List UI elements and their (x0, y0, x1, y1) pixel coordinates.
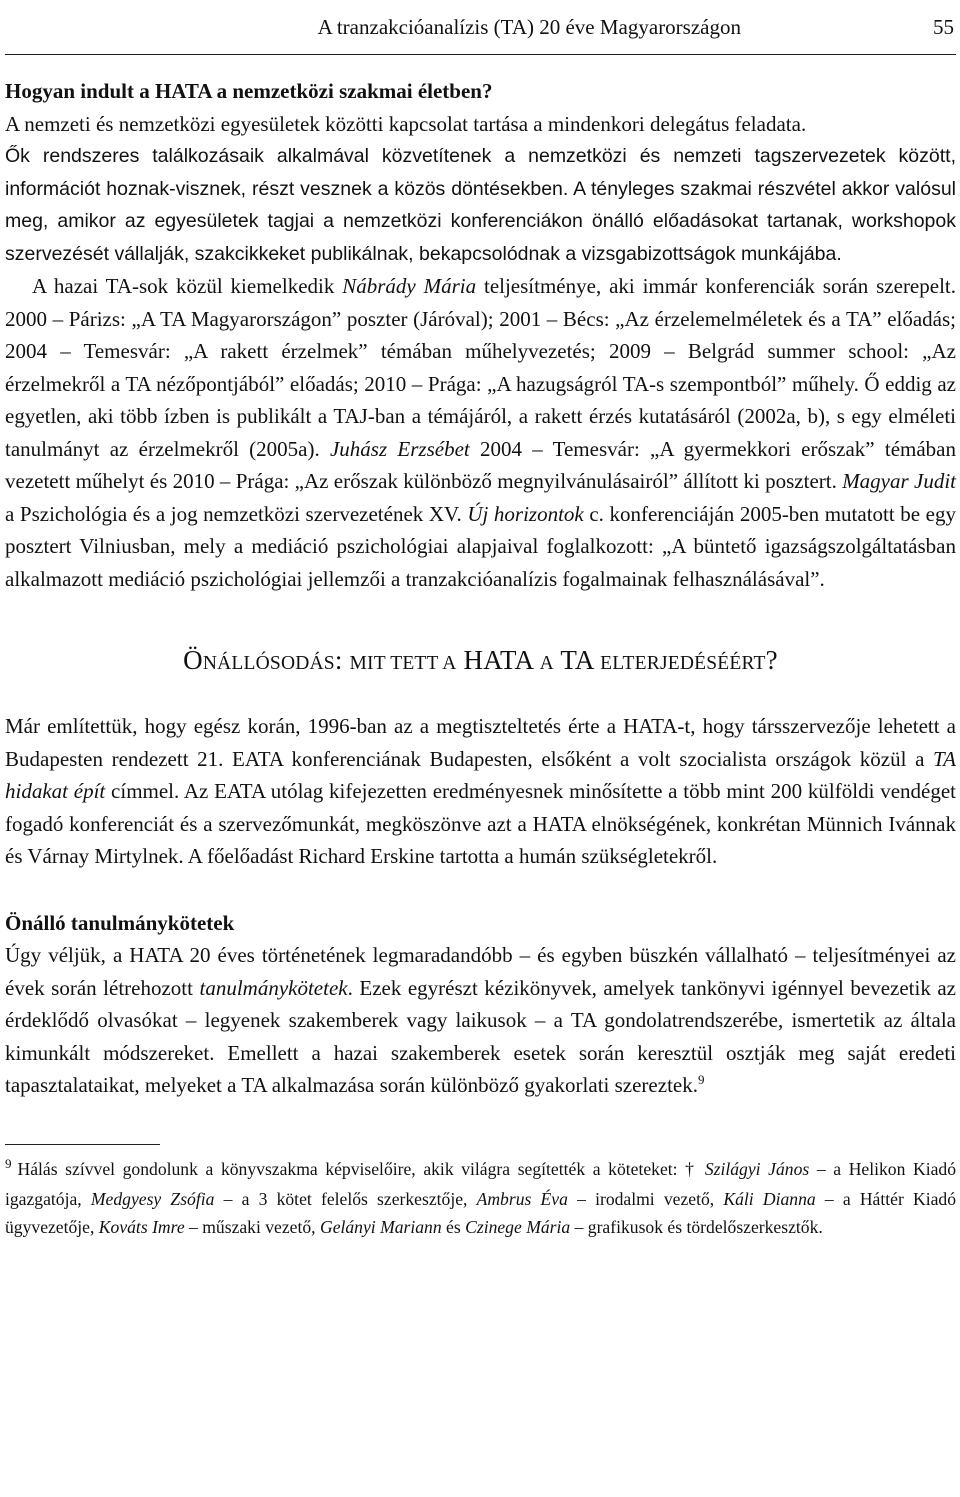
title-hata: HATA (456, 645, 540, 675)
paragraph-members (5, 270, 956, 595)
fn-text-e: – a Háttér Kiadó ügyvezetője, (5, 1188, 956, 1237)
person-magyar: Magyar Judit (842, 469, 956, 493)
footnote-ref-9[interactable]: 9 (697, 1072, 705, 1087)
members-text-f: c. konferenciáján 2005-ben mutatott be egy posztert Vilniusban, mely a mediáció pszichológiai alapjaival foglalkozott: „A büntető igazságszolgáltatásban alkalmazott mediáció pszichológiai jellemzői a tranzakcióanalízis fogalmainak felhasználásával”. (5, 501, 956, 591)
paragraph-delegates-sans (5, 140, 956, 270)
fn-person-kali: Káli Dianna (723, 1188, 816, 1209)
fn-text-b: – a Helikon Kiadó igazgatója, (5, 1158, 956, 1209)
paragraph-delegates-a: A nemzeti és nemzetközi egyesületek közötti kapcsolat tartása a mindenkori delegátus feladata. (5, 111, 807, 136)
fn-text-c: – a 3 kötet felelős szerkesztője, (214, 1188, 477, 1209)
fn-text-g: és (441, 1216, 466, 1237)
fn-person-medgyesy: Medgyesy Zsófia (90, 1188, 215, 1209)
dagger-icon: † (685, 1158, 698, 1179)
person-juhasz: Juhász Erzsébet (329, 436, 470, 461)
conference-title: Új horizontok (467, 501, 584, 526)
members-text-e: a Pszichológia és a jog nemzetközi szervezetének XV. (5, 501, 468, 526)
title-cap-o: Ö (183, 645, 203, 675)
paragraph-delegates (5, 108, 956, 141)
members-text-a: A hazai TA-sok közül kiemelkedik (32, 274, 343, 298)
paragraph-delegates-c: A tényleges szakmai részvétel akkor valósul meg, amikor az egyesületek tagjai a nemzetközi konferenciákon önálló előadásokat tartanak, workshopok szervezését vállalják, szakcikkeket publikálnak, bekapcsolódnak a vizsgabizottságok munkájába. (5, 177, 956, 265)
fn-person-ambrus: Ambrus Éva (476, 1188, 568, 1209)
running-header (5, 0, 956, 55)
title-colon: : (334, 645, 350, 675)
conference-motto: TA hidakat épít (5, 746, 956, 803)
fn-person-kovats: Kováts Imre (98, 1216, 185, 1237)
title-elterjedeseert: ELTERJEDÉSÉÉRT (600, 653, 766, 674)
volumes-text-b: . Ezek egyrészt kézikönyvek, amelyek tankönyvi igénnyel bevezetik az érdeklődő olvasókat – legyenek szakemberek vagy laikusok – a TA gondolatrendszerébe, ismertetik az általa kimunkált módszereket. Emellett a hazai szakemberek esetek során keresztül osztják meg saját eredeti tapasztalataikat, melyeket a TA alkalmazása során különböző gyakorlati szereztek. (5, 975, 956, 1097)
section-heading-volumes: Önálló tanulmánykötetek (5, 910, 235, 935)
paragraph-volumes (5, 939, 956, 1102)
members-text-c: 2000 – Párizs: „A TA Magyarországon” poszter (Járóval); 2001 – Bécs: „Az érzelemelméletek és a TA” előadás; 2004 – Temesvár: „A rakett érzelmek” témában műhelyvezetés; 2009 – Belgrád summer school: „Az érzelmekről a TA nézőpontjából” előadás; 2010 – Prága: „A hazugságról TA-s szempontból” műhely. Ő eddig az egyetlen, aki több ízben is publikált a TAJ-ban a témájáról, a rakett érzés kutatásáról (2002a, b), s egy elméleti tanulmányt az érzelmekről (2005a). (5, 306, 956, 461)
volumes-text-a: Úgy véljük, a HATA 20 éves történetének legmaradandóbb – és egyben büszkén vállalható – teljesítményei az évek során létrehozott (5, 943, 956, 1000)
section-title-independence (5, 645, 956, 676)
title-qmark: ? (765, 645, 778, 675)
members-text-b: teljesítménye, aki immár konferenciák során szerepelt. (476, 274, 956, 298)
footnote-9 (5, 1155, 956, 1241)
paragraph-delegates-b: Ők rendszeres találkozásaik alkalmával közvetítenek a nemzetközi és nemzeti tagszervezetek között, információt hoznak-visznek, részt vesznek a közös döntésekben. (5, 145, 956, 200)
fn-text-a: Hálás szívvel gondolunk a könyvszakma képviselőire, akik világra segítették a köteteket: (17, 1158, 686, 1179)
eata-text-a: Már említettük, hogy egész korán, 1996-ban az a megtiszteltetés érte a HATA-t, hogy társszervezője lehetett a Budapesten rendezett 21. EATA konferenciának Budapesten, elsőként a volt szocialista országok közül a (5, 714, 956, 771)
title-a: A (539, 653, 554, 674)
fn-person-szilagyi: Szilágyi János (704, 1158, 810, 1179)
members-text-d: 2004 – Temesvár: „A gyermekkori erőszak” témában vezetett műhelyt és 2010 – Prága: „Az erőszak különböző megnyilvánulásairól” állított ki posztert. (5, 436, 957, 493)
page-number: 55 (933, 15, 954, 39)
eata-text-b: címmel. Az EATA utólag kifejezetten eredményesnek minősítette a több mint 200 külföldi vendéget fogadó konferenciát és a szervezőmunkát, megköszönve azt a HATA elnökségének, konkrétan Münnich Ivánnak és Várnay Mirtylnek. A főelőadást Richard Erskine tartotta a humán szükségletekről. (5, 779, 956, 868)
fn-person-gelanyi: Gelányi Mariann (319, 1216, 442, 1237)
paragraph-eata-conference (5, 710, 956, 873)
footnote-number: 9 (5, 1155, 12, 1171)
person-nabrady: Nábrády Mária (342, 274, 477, 298)
title-ta: TA (553, 645, 601, 675)
fn-text-d: – irodalmi vezető, (567, 1188, 724, 1209)
title-mit-tett-a: MIT TETT A (349, 653, 457, 674)
fn-text-f: – műszaki vezető, (184, 1216, 320, 1237)
fn-person-czinege: Czinege Mária (465, 1216, 571, 1237)
section-heading-international: Hogyan indult a HATA a nemzetközi szakmai életben? (5, 79, 493, 103)
running-title: A tranzakcióanalízis (TA) 20 éve Magyarországon (317, 15, 741, 39)
volumes-term: tanulmánykötetek (199, 975, 348, 1000)
title-nallosodas: NÁLLÓSODÁS (202, 653, 335, 674)
fn-text-h: – grafikusok és tördelőszerkesztők. (570, 1216, 823, 1237)
